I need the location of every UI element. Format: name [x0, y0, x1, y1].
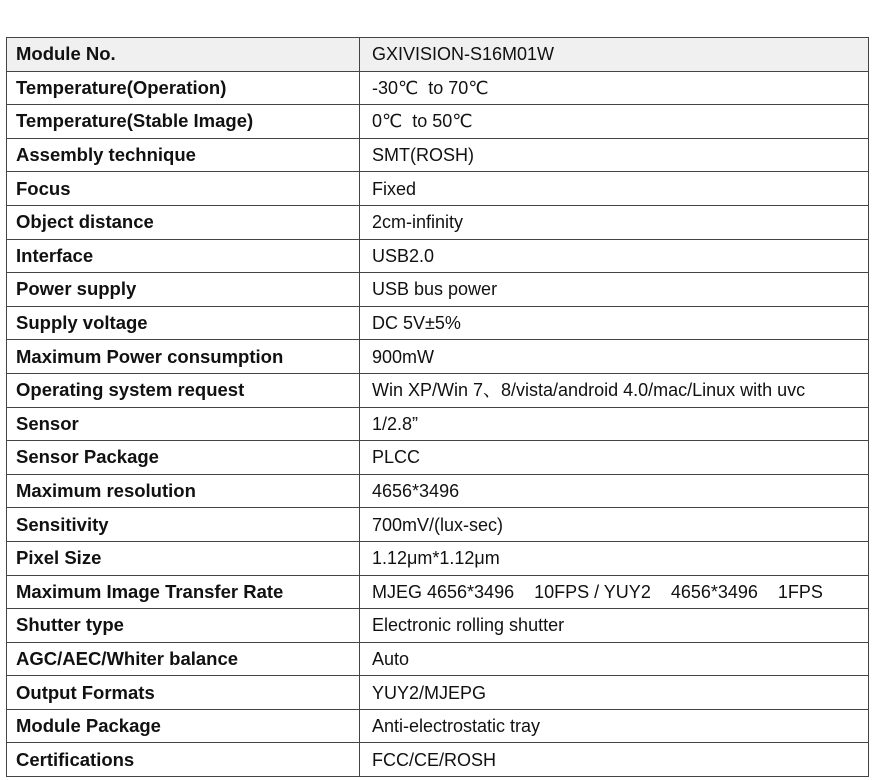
spec-label: Pixel Size — [7, 541, 360, 575]
table-row — [7, 441, 869, 475]
table-row — [7, 71, 869, 105]
table-row — [7, 205, 869, 239]
table-row — [7, 709, 869, 743]
spec-value: USB2.0 — [360, 239, 869, 273]
spec-label: Maximum resolution — [7, 474, 360, 508]
spec-value: 4656*3496 — [360, 474, 869, 508]
table-row — [7, 105, 869, 139]
spec-value: 900mW — [360, 340, 869, 374]
spec-label: Module Package — [7, 709, 360, 743]
spec-label: Power supply — [7, 273, 360, 307]
table-row — [7, 743, 869, 777]
spec-value: Auto — [360, 642, 869, 676]
spec-label: Output Formats — [7, 676, 360, 710]
spec-value: YUY2/MJEPG — [360, 676, 869, 710]
spec-value: -30℃ to 70℃ — [360, 71, 869, 105]
spec-label: Assembly technique — [7, 138, 360, 172]
spec-label: Focus — [7, 172, 360, 206]
spec-label: Object distance — [7, 205, 360, 239]
spec-value: Electronic rolling shutter — [360, 609, 869, 643]
spec-value: 0℃ to 50℃ — [360, 105, 869, 139]
table-row — [7, 642, 869, 676]
spec-value: 1/2.8” — [360, 407, 869, 441]
table-row — [7, 239, 869, 273]
spec-value: 700mV/(lux-sec) — [360, 508, 869, 542]
spec-value: MJEG 4656*3496 10FPS / YUY2 4656*3496 1FPS — [360, 575, 869, 609]
spec-label: Sensor — [7, 407, 360, 441]
spec-label: Shutter type — [7, 609, 360, 643]
spec-label: Certifications — [7, 743, 360, 777]
spec-label: Supply voltage — [7, 306, 360, 340]
spec-value: SMT(ROSH) — [360, 138, 869, 172]
spec-value: Anti-electrostatic tray — [360, 709, 869, 743]
table-row — [7, 138, 869, 172]
spec-label: Sensitivity — [7, 508, 360, 542]
table-row — [7, 407, 869, 441]
table-row — [7, 508, 869, 542]
spec-value: FCC/CE/ROSH — [360, 743, 869, 777]
spec-table — [6, 37, 869, 777]
table-row — [7, 306, 869, 340]
spec-value: USB bus power — [360, 273, 869, 307]
spec-label: Operating system request — [7, 373, 360, 407]
table-row — [7, 474, 869, 508]
table-row — [7, 575, 869, 609]
table-row — [7, 373, 869, 407]
table-row — [7, 38, 869, 72]
spec-value: Fixed — [360, 172, 869, 206]
spec-label: Temperature(Stable Image) — [7, 105, 360, 139]
spec-value: Win XP/Win 7、8/vista/android 4.0/mac/Linux with uvc — [360, 373, 869, 407]
table-row — [7, 340, 869, 374]
spec-label: Temperature(Operation) — [7, 71, 360, 105]
spec-value: DC 5V±5% — [360, 306, 869, 340]
spec-label: Maximum Power consumption — [7, 340, 360, 374]
table-row — [7, 541, 869, 575]
spec-table-body — [7, 38, 869, 777]
spec-label: Maximum Image Transfer Rate — [7, 575, 360, 609]
table-row — [7, 273, 869, 307]
spec-value: 1.12μm*1.12μm — [360, 541, 869, 575]
spec-label: AGC/AEC/Whiter balance — [7, 642, 360, 676]
table-row — [7, 609, 869, 643]
spec-value: 2cm-infinity — [360, 205, 869, 239]
spec-label: Sensor Package — [7, 441, 360, 475]
spec-label: Module No. — [7, 38, 360, 72]
spec-value: GXIVISION-S16M01W — [360, 38, 869, 72]
table-row — [7, 172, 869, 206]
spec-value: PLCC — [360, 441, 869, 475]
table-row — [7, 676, 869, 710]
spec-label: Interface — [7, 239, 360, 273]
